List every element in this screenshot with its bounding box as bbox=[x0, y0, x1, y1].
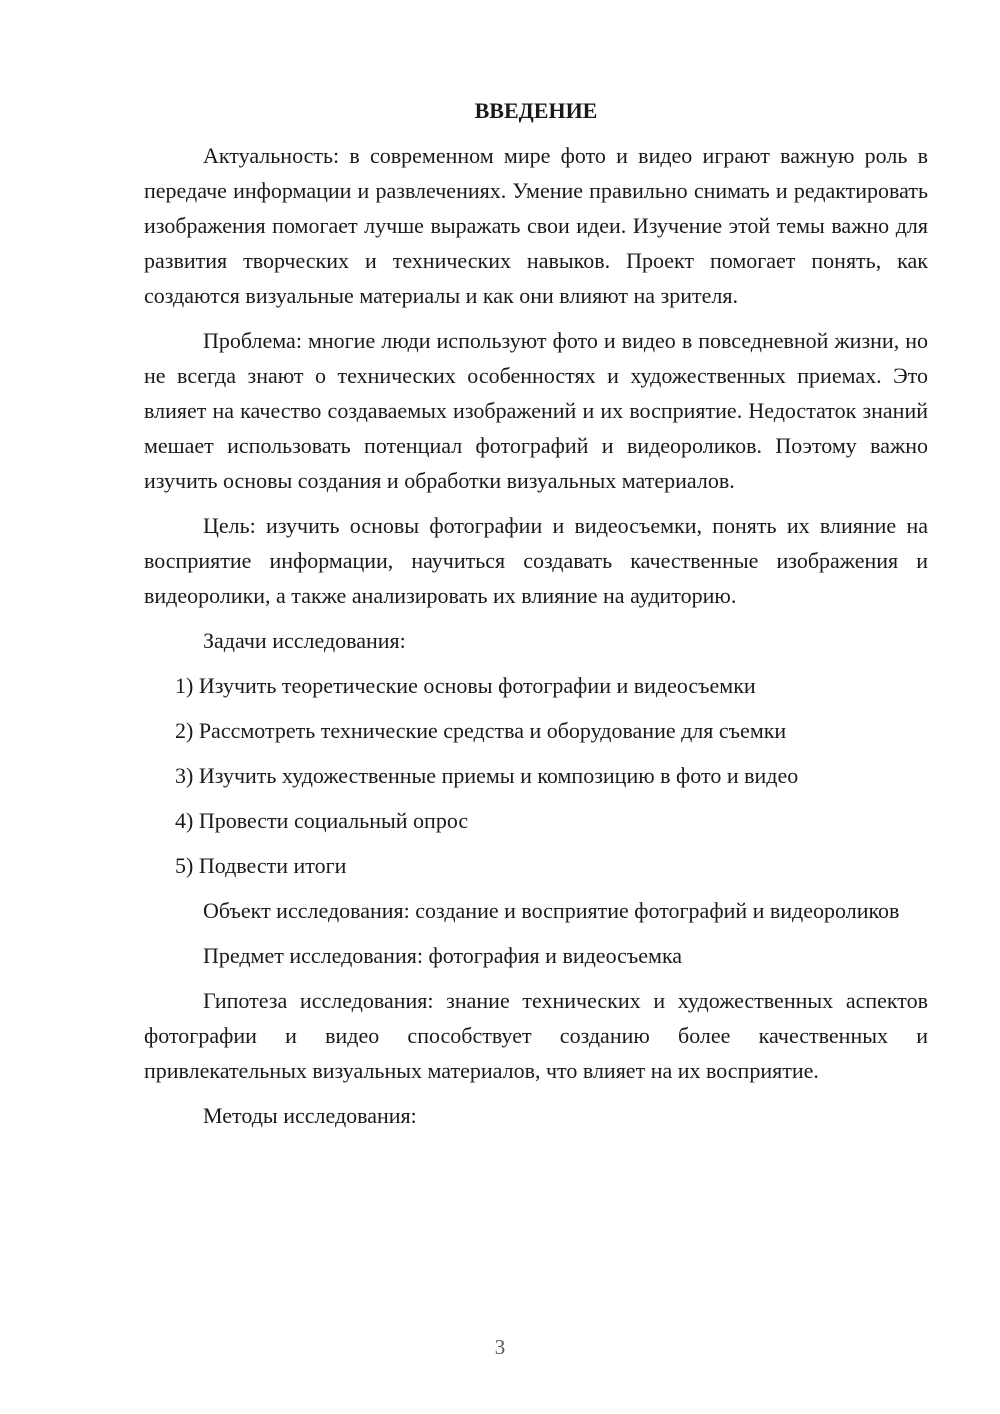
relevance-paragraph: Актуальность: в современном мире фото и видео играют важную роль в передаче информации и развлечениях. Умение правильно снимать и редактировать изображения помогает лучше выражать свои идеи. Изучение этой темы важно для развития творческих и технических навыков. Проект помогает понять, как создаются визуальные материалы и как они влияют на зрителя. bbox=[144, 143, 928, 308]
hypothesis-paragraph: Гипотеза исследования: знание технических и художественных аспектов фотографии и видео способствует созданию более качественных и привлекательных визуальных материалов, что влияет на их восприятие. bbox=[144, 988, 928, 1083]
tasks-list bbox=[144, 668, 928, 883]
tasks-heading: Задачи исследования: bbox=[203, 628, 406, 653]
methods-heading: Методы исследования: bbox=[203, 1103, 417, 1128]
task-item: 5) Подвести итоги bbox=[175, 853, 347, 878]
subject-paragraph: Предмет исследования: фотография и видеосъемка bbox=[203, 943, 683, 968]
task-item: 2) Рассмотреть технические средства и оборудование для съемки bbox=[175, 718, 787, 743]
document-page bbox=[144, 96, 928, 1143]
section-title: ВВЕДЕНИЕ bbox=[474, 98, 598, 123]
goal-paragraph: Цель: изучить основы фотографии и видеосъемки, понять их влияние на восприятие информации, научиться создавать качественные изображения и видеоролики, а также анализировать их влияние на аудиторию. bbox=[144, 513, 928, 608]
page-number: 3 bbox=[494, 1335, 506, 1359]
task-item: 3) Изучить художественные приемы и композицию в фото и видео bbox=[175, 763, 799, 788]
problem-paragraph: Проблема: многие люди используют фото и видео в повседневной жизни, но не всегда знают о технических особенностях и художественных приемах. Это влияет на качество создаваемых изображений и их восприятие. Недостаток знаний мешает использовать потенциал фотографий и видеороликов. Поэтому важно изучить основы создания и обработки визуальных материалов. bbox=[144, 328, 928, 493]
task-item: 4) Провести социальный опрос bbox=[175, 808, 469, 833]
task-item: 1) Изучить теоретические основы фотографии и видеосъемки bbox=[175, 673, 756, 698]
object-paragraph: Объект исследования: создание и восприятие фотографий и видеороликов bbox=[203, 898, 900, 923]
